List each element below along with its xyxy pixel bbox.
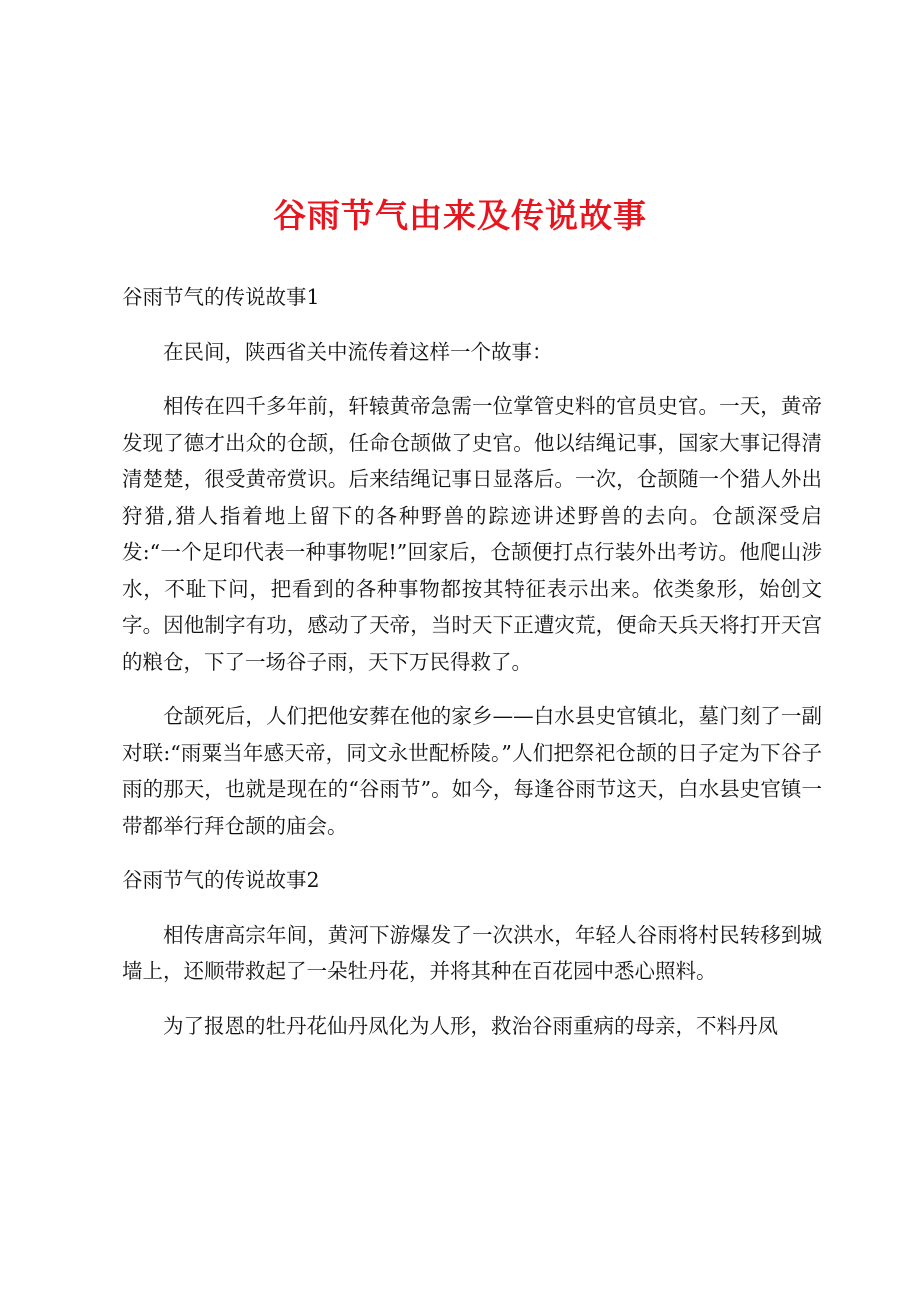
paragraph: 相传在四千多年前，轩辕黄帝急需一位掌管史料的官员史官。一天，黄帝发现了德才出众的仓颉，任命仓颉做了史官。他以结绳记事，国家大事记得清清楚楚，很受黄帝赏识。后来结绳记事日显落后。一次，仓颉随一个猎人外出狩猎,猎人指着地上留下的各种野兽的踪迹讲述野兽的去向。仓颉深受启发:“一个足印代表一种事物呢!”回家后，仓颉便打点行装外出考访。他爬山涉水，不耻下问，把看到的各种事物都按其特征表示出来。依类象形，始创文字。因他制字有功，感动了天帝，当时天下正遭灾荒，便命天兵天将打开天宫的粮仓，下了一场谷子雨，天下万民得救了。 <box>122 394 822 674</box>
paragraph: 仓颉死后，人们把他安葬在他的家乡——白水县史官镇北，墓门刻了一副对联:“雨粟当年感天帝，同文永世配桥陵。”人们把祭祀仓颉的日子定为下谷子雨的那天，也就是现在的“谷雨节”。如今，每逢谷雨节这天，白水县史官镇一带都举行拜仓颉的庙会。 <box>122 704 822 838</box>
section-heading-1: 谷雨节气的传说故事1 <box>122 285 320 309</box>
paragraph: 为了报恩的牡丹花仙丹凤化为人形，救治谷雨重病的母亲，不料丹凤 <box>163 1013 778 1038</box>
section-heading-2: 谷雨节气的传说故事2 <box>122 868 320 892</box>
paragraph: 相传唐高宗年间，黄河下游爆发了一次洪水，年轻人谷雨将村民转移到城墙上，还顺带救起了一朵牡丹花，并将其种在百花园中悉心照料。 <box>122 922 822 983</box>
document-body <box>122 279 822 1062</box>
paragraph: 在民间，陕西省关中流传着这样一个故事： <box>163 339 553 364</box>
document-title: 谷雨节气由来及传说故事 <box>273 196 647 235</box>
